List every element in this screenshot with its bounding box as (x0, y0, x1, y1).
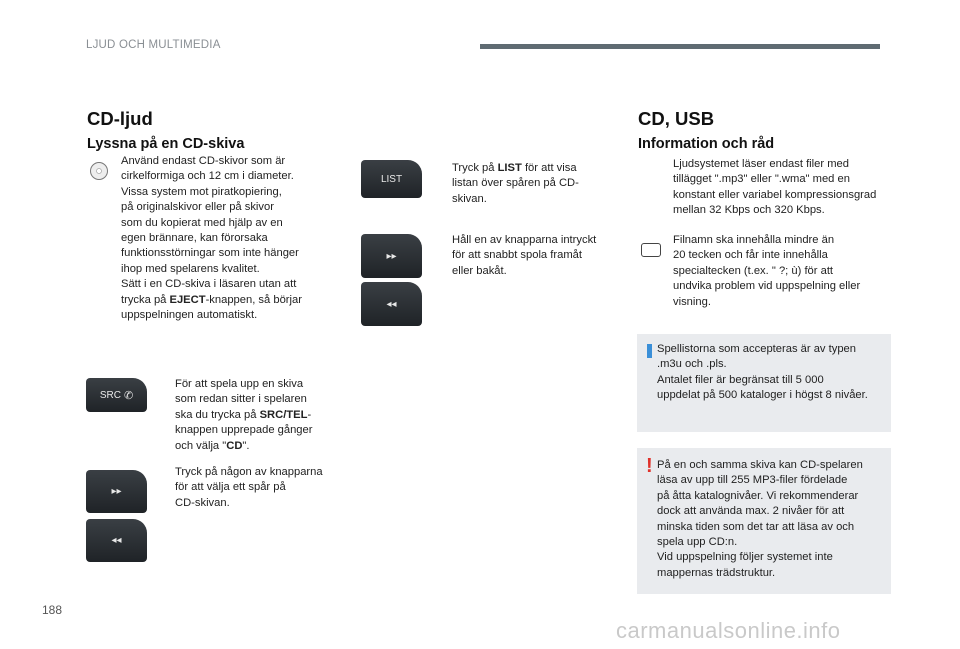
info-line: Ljudsystemet läser endast filer med (673, 158, 849, 170)
seek-paragraph (452, 233, 596, 279)
note-line: .m3u och .pls. (657, 358, 727, 371)
src-cd-line (175, 439, 312, 454)
fast-rewind-button (361, 282, 422, 326)
list-paragraph (452, 161, 579, 207)
list-button-label: LIST (380, 173, 403, 185)
seek-line: för att snabbt spola framåt (452, 249, 582, 262)
info-line: visning. (673, 295, 711, 308)
track-line: Tryck på någon av knapparna (175, 466, 323, 478)
intro-line: uppspelningen automatiskt. (121, 309, 258, 322)
warning-line: spela upp CD:n. (657, 536, 738, 549)
playlist-note-box (637, 334, 891, 432)
intro-line: funktionsstörningar som inte hänger (121, 247, 299, 260)
track-paragraph (175, 465, 323, 511)
list-button (361, 160, 422, 198)
intro-line: Vissa system mot piratkopiering, (121, 185, 282, 198)
subtitle-lyssna: Lyssna på en CD-skiva (87, 136, 245, 152)
seek-line: eller bakåt. (452, 264, 507, 277)
src-line: För att spela upp en skiva (175, 378, 304, 390)
previous-track-button (86, 519, 147, 562)
warning-note-text (657, 458, 863, 581)
info-line: 20 tecken och får inte innehålla (673, 249, 828, 262)
list-line: listan över spåren på CD- (452, 177, 579, 190)
src-cd-pre: och välja " (175, 439, 227, 452)
track-line: CD-skivan. (175, 496, 230, 509)
track-line: för att välja ett spår på (175, 481, 286, 494)
note-line: Antalet filer är begränsat till 5 000 (657, 373, 824, 386)
warning-note-box (637, 448, 891, 594)
warning-line: läsa av upp till 255 MP3-filer fördelade (657, 474, 848, 487)
info-paragraph-1 (673, 157, 876, 219)
rewind-icon: ◂◂ (111, 535, 122, 546)
warning-line: Vid uppspelning följer systemet inte (657, 551, 833, 564)
warning-line: minska tiden som det tar att läsa av och (657, 520, 855, 533)
list-line: skivan. (452, 192, 487, 205)
eject-keyword: EJECT (169, 293, 206, 306)
info-line: konstant eller variabel kompressionsgrad (673, 188, 877, 201)
seek-line: Håll en av knapparna intryckt (452, 234, 597, 246)
info-icon (641, 243, 661, 257)
list-keyword-line (452, 161, 579, 176)
next-track-button (86, 470, 147, 513)
intro-line: ihop med spelarens kvalitet. (121, 262, 260, 275)
phone-icon: ✆ (123, 389, 134, 402)
watermark: carmanualsonline.info (616, 618, 841, 643)
header-bar (480, 44, 880, 49)
rewind-icon: ◂◂ (386, 298, 397, 310)
src-keyword-line (175, 408, 312, 423)
cd-icon (90, 162, 108, 180)
src-cd-keyword: CD (226, 439, 243, 452)
subtitle-information: Information och råd (638, 136, 775, 152)
info-line: undvika problem vid uppspelning eller (673, 280, 861, 293)
intro-line: egen brännare, kan förorsaka (121, 232, 268, 245)
list-post: för att visa (521, 162, 577, 174)
src-button-label: SRC (99, 389, 121, 401)
info-line: Filnamn ska innehålla mindre än (673, 234, 835, 246)
src-post: - (307, 408, 312, 421)
forward-icon: ▸▸ (111, 486, 122, 497)
header-label: LJUD OCH MULTIMEDIA (86, 39, 221, 51)
list-keyword: LIST (497, 162, 522, 174)
intro-paragraph (121, 154, 302, 323)
eject-pre: trycka på (121, 293, 170, 306)
info-line: mellan 32 Kbps och 320 Kbps. (673, 204, 825, 217)
forward-icon: ▸▸ (386, 250, 397, 262)
fast-forward-button (361, 234, 422, 278)
note-line: Spellistorna som accepteras är av typen (657, 343, 856, 355)
intro-line: på originalskivor eller på skivor (121, 201, 274, 214)
eject-post: -knappen, så börjar (205, 293, 302, 306)
info-bar-icon (647, 344, 652, 358)
src-pre: ska du trycka på (175, 408, 260, 421)
list-pre: Tryck på (452, 162, 498, 174)
src-paragraph (175, 377, 312, 454)
warning-line: på åtta katalognivåer. Vi rekommenderar (657, 489, 859, 502)
section-title-cd-ljud: CD-ljud (87, 108, 153, 129)
intro-line: Använd endast CD-skivor som är (121, 155, 286, 167)
section-title-cd-usb: CD, USB (638, 108, 715, 129)
note-line: uppdelat på 500 kataloger i högst 8 nivåer. (657, 389, 868, 402)
page-number: 188 (42, 603, 63, 617)
eject-line (121, 293, 302, 308)
warning-line: dock att använda max. 2 nivåer för att (657, 505, 845, 518)
src-cd-post: ". (242, 439, 250, 452)
warning-line: På en och samma skiva kan CD-spelaren (657, 459, 863, 471)
src-line: knappen upprepade gånger (175, 424, 313, 437)
info-line: specialtecken (t.ex. " ?; ù) för att (673, 264, 834, 277)
src-tel-button (86, 378, 147, 412)
warning-line: mappernas trädstruktur. (657, 566, 776, 579)
src-line: som redan sitter i spelaren (175, 393, 307, 406)
info-line: tillägget ".mp3" eller ".wma" med en (673, 173, 850, 186)
intro-line: cirkelformiga och 12 cm i diameter. (121, 170, 294, 183)
intro-line: Sätt i en CD-skiva i läsaren utan att (121, 278, 297, 291)
intro-line: som du kopierat med hjälp av en (121, 216, 283, 229)
playlist-note-text (657, 342, 868, 404)
warning-icon: ! (646, 455, 653, 477)
src-keyword: SRC/TEL (259, 408, 308, 421)
info-paragraph-2 (673, 233, 860, 310)
